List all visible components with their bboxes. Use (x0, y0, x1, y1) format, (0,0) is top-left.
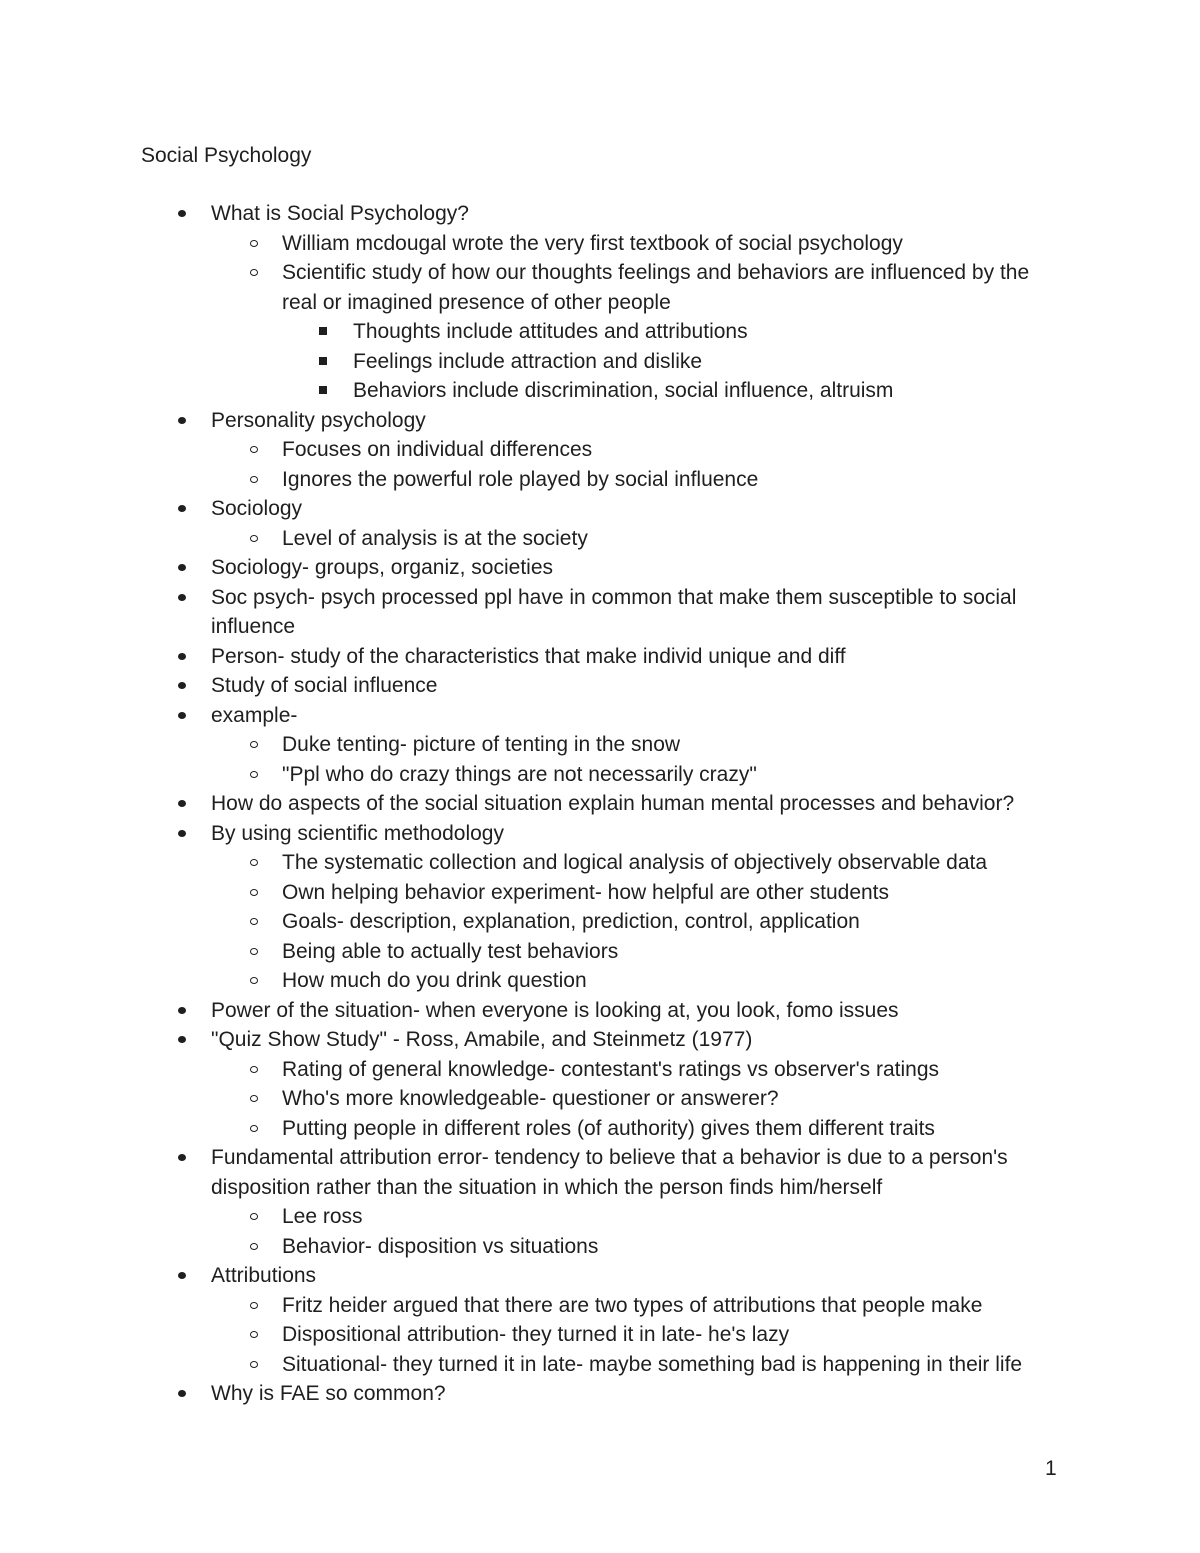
list-item-text: Soc psych- psych processed ppl have in common that make them susceptible to social influence (211, 585, 1017, 638)
bullet-circle-icon (248, 1114, 262, 1144)
bullet-disc-icon (176, 1261, 190, 1291)
list-item-level-2 (0, 1291, 1061, 1321)
list-item-level-2 (0, 1202, 1061, 1232)
list-item-text: William mcdougal wrote the very first textbook of social psychology (282, 231, 903, 255)
list-item-level-2 (0, 878, 1061, 908)
list-item-level-1 (0, 1261, 1061, 1291)
list-item-level-1 (0, 671, 1061, 701)
bullet-disc-icon (176, 1143, 190, 1173)
bullet-disc-icon (176, 553, 190, 583)
bullet-disc-icon (176, 642, 190, 672)
bullet-disc-icon (176, 996, 190, 1026)
list-item-text: By using scientific methodology (211, 821, 504, 845)
notes-list (0, 199, 1200, 1409)
list-item-text: Own helping behavior experiment- how helpful are other students (282, 880, 890, 904)
list-item-level-2 (0, 1055, 1061, 1085)
bullet-disc-icon (176, 671, 190, 701)
list-item-text: Behavior- disposition vs situations (282, 1234, 599, 1258)
bullet-circle-icon (248, 937, 262, 967)
bullet-circle-icon (248, 848, 262, 878)
list-item-level-2 (0, 524, 1061, 554)
list-item-text: "Quiz Show Study" - Ross, Amabile, and Steinmetz (1977) (211, 1028, 753, 1051)
list-item-level-2 (0, 907, 1061, 937)
bullet-circle-icon (248, 907, 262, 937)
list-item-level-1 (0, 642, 1061, 672)
bullet-circle-icon (248, 465, 262, 495)
bullet-circle-icon (248, 760, 262, 790)
list-item-text: Person- study of the characteristics that make individ unique and diff (211, 644, 846, 668)
list-item-level-1 (0, 789, 1061, 819)
bullet-square-icon (317, 347, 331, 377)
list-item-level-1 (0, 1143, 1061, 1202)
list-item-text: example- (211, 703, 298, 727)
list-item-text: Attributions (211, 1264, 317, 1287)
bullet-disc-icon (176, 819, 190, 849)
list-item-text: Sociology- groups, organiz, societies (211, 556, 554, 579)
list-item-level-2 (0, 229, 1061, 259)
bullet-circle-icon (248, 1232, 262, 1262)
bullet-disc-icon (176, 701, 190, 731)
list-item-level-3 (0, 347, 1061, 377)
list-item-level-2 (0, 730, 1061, 760)
list-item-text: Who's more knowledgeable- questioner or answerer? (282, 1087, 779, 1110)
list-item-text: Personality psychology (211, 408, 426, 432)
list-item-level-1 (0, 1379, 1061, 1409)
list-item-level-2 (0, 848, 1061, 878)
bullet-circle-icon (248, 878, 262, 908)
bullet-circle-icon (248, 1084, 262, 1114)
bullet-disc-icon (176, 789, 190, 819)
list-item-level-1 (0, 701, 1061, 731)
list-item-text: How much do you drink question (282, 969, 587, 992)
list-item-text: Rating of general knowledge- contestant's ratings vs observer's ratings (282, 1057, 940, 1081)
list-item-text: Sociology (211, 497, 303, 520)
bullet-disc-icon (176, 406, 190, 436)
list-item-text: "Ppl who do crazy things are not necessarily crazy" (282, 762, 757, 786)
list-item-text: The systematic collection and logical analysis of objectively observable data (282, 851, 988, 874)
list-item-level-2 (0, 937, 1061, 967)
list-item-level-2 (0, 1232, 1061, 1262)
bullet-circle-icon (248, 1320, 262, 1350)
list-item-text: Thoughts include attitudes and attributions (353, 320, 748, 343)
list-item-text: Level of analysis is at the society (282, 526, 588, 550)
list-item-level-2 (0, 1320, 1061, 1350)
bullet-circle-icon (248, 1202, 262, 1232)
page-title: Social Psychology (141, 144, 312, 167)
list-item-level-2 (0, 760, 1061, 790)
page-number: 1 (1045, 1457, 1057, 1480)
list-item-level-1 (0, 406, 1061, 436)
bullet-square-icon (317, 376, 331, 406)
list-item-level-3 (0, 376, 1061, 406)
list-item-text: Situational- they turned it in late- maybe something bad is happening in their life (282, 1352, 1023, 1376)
list-item-text: Why is FAE so common? (211, 1382, 446, 1405)
bullet-disc-icon (176, 583, 190, 613)
list-item-level-3 (0, 317, 1061, 347)
list-item-text: Scientific study of how our thoughts feelings and behaviors are influenced by the real or imagined presence of other people (282, 261, 1030, 314)
list-item-level-1 (0, 553, 1061, 583)
list-item-level-2 (0, 966, 1061, 996)
list-item-level-2 (0, 1084, 1061, 1114)
list-item-level-1 (0, 583, 1061, 642)
list-item-level-1 (0, 494, 1061, 524)
bullet-circle-icon (248, 435, 262, 465)
list-item-text: Power of the situation- when everyone is looking at, you look, fomo issues (211, 998, 899, 1022)
bullet-circle-icon (248, 1291, 262, 1321)
list-item-text: What is Social Psychology? (211, 202, 469, 225)
bullet-square-icon (317, 317, 331, 347)
list-item-level-1 (0, 819, 1061, 849)
bullet-circle-icon (248, 1350, 262, 1380)
list-item-level-2 (0, 258, 1061, 317)
list-item-text: Being able to actually test behaviors (282, 939, 619, 963)
bullet-circle-icon (248, 966, 262, 996)
list-item-text: Duke tenting- picture of tenting in the snow (282, 733, 681, 756)
bullet-circle-icon (248, 730, 262, 760)
list-item-text: Fundamental attribution error- tendency to believe that a behavior is due to a person's disposition rather than the situation in which the person finds him/herself (211, 1146, 1008, 1199)
bullet-disc-icon (176, 494, 190, 524)
list-item-text: Dispositional attribution- they turned it in late- he's lazy (282, 1323, 790, 1346)
bullet-disc-icon (176, 199, 190, 229)
list-item-level-2 (0, 465, 1061, 495)
list-item-level-1 (0, 996, 1061, 1026)
list-item-text: Fritz heider argued that there are two types of attributions that people make (282, 1293, 983, 1317)
list-item-level-1 (0, 199, 1061, 229)
bullet-circle-icon (248, 524, 262, 554)
list-item-text: Focuses on individual differences (282, 438, 593, 461)
list-item-text: Putting people in different roles (of authority) gives them different traits (282, 1116, 935, 1140)
list-item-level-2 (0, 1350, 1061, 1380)
list-item-level-2 (0, 435, 1061, 465)
list-item-level-2 (0, 1114, 1061, 1144)
list-item-level-1 (0, 1025, 1061, 1055)
bullet-circle-icon (248, 229, 262, 259)
list-item-text: Feelings include attraction and dislike (353, 349, 703, 373)
list-item-text: How do aspects of the social situation explain human mental processes and behavior? (211, 792, 1015, 815)
list-item-text: Lee ross (282, 1205, 363, 1228)
bullet-disc-icon (176, 1379, 190, 1409)
bullet-circle-icon (248, 258, 262, 288)
list-item-text: Study of social influence (211, 674, 438, 697)
list-item-text: Behaviors include discrimination, social influence, altruism (353, 379, 894, 402)
list-item-text: Ignores the powerful role played by social influence (282, 467, 759, 491)
bullet-circle-icon (248, 1055, 262, 1085)
bullet-disc-icon (176, 1025, 190, 1055)
list-item-text: Goals- description, explanation, prediction, control, application (282, 910, 860, 933)
